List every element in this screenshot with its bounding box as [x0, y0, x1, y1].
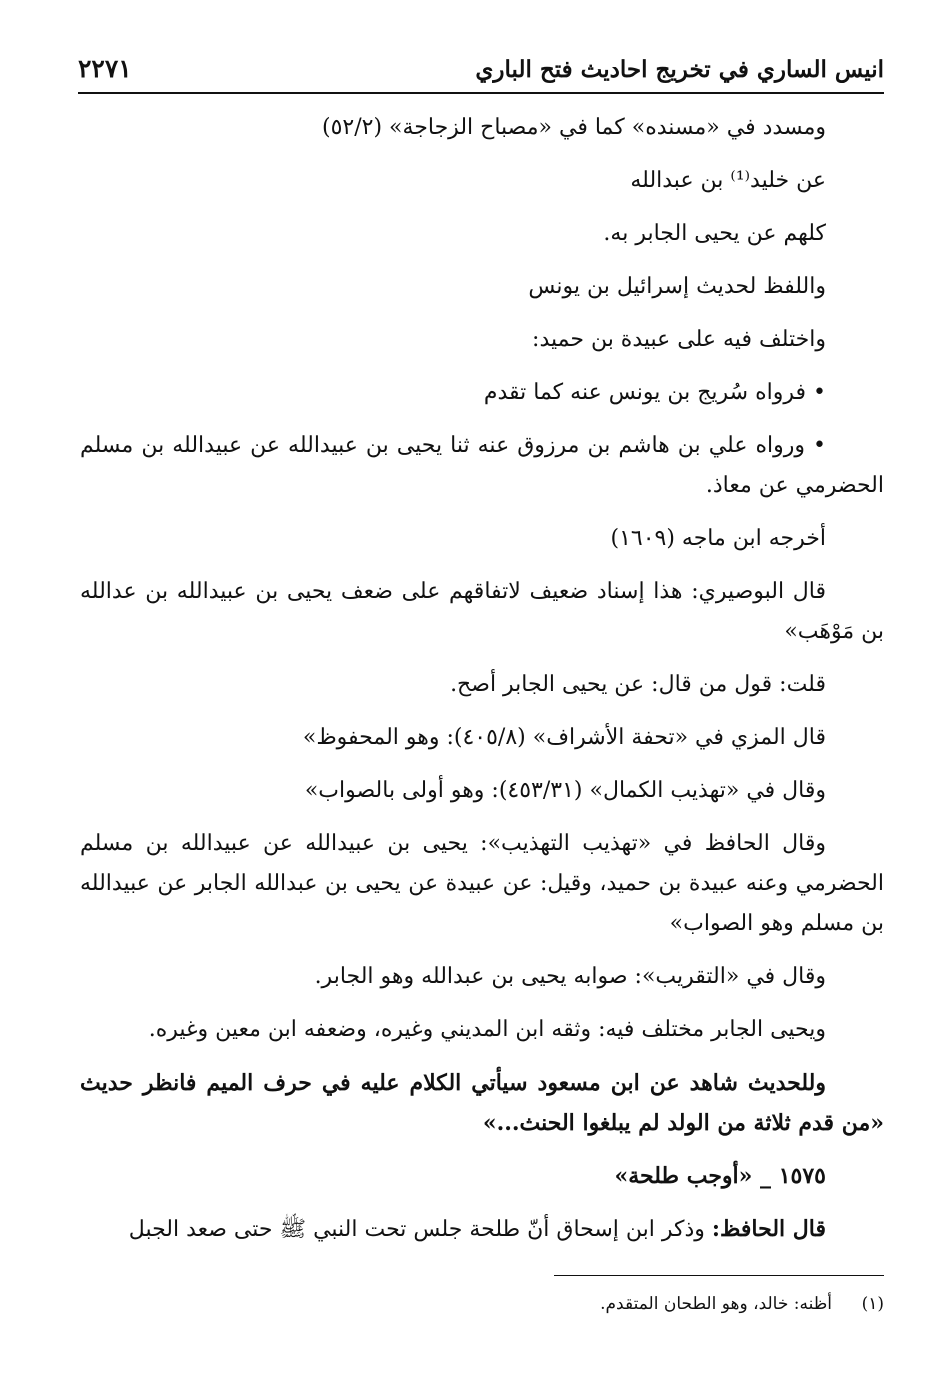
paragraph-lead: قال الحافظ: — [711, 1216, 826, 1242]
bullet-paragraph: • ورواه علي بن هاشم بن مرزوق عنه ثنا يحيى بن عبيدالله عن عبيدالله بن مسلم الحضرمي عن معاذ. — [80, 433, 884, 498]
bullet-paragraph: • فرواه سُريج بن يونس عنه كما تقدم — [483, 380, 826, 405]
paragraph: قال المزي في «تحفة الأشراف» (٤٠٥/٨): وهو المحفوظ» — [302, 725, 826, 750]
bold-paragraph: وللحديث شاهد عن ابن مسعود سيأتي الكلام عليه في حرف الميم فانظر حديث «من قدم ثلاثة من الولد لم يبلغوا الحنث...» — [80, 1070, 884, 1136]
paragraph: ويحيى الجابر مختلف فيه: وثقه ابن المديني وغيره، وضعفه ابن معين وغيره. — [148, 1017, 826, 1042]
paragraph: وقال في «التقريب»: صوابه يحيى بن عبدالله وهو الجابر. — [314, 964, 826, 989]
hadith-heading: ١٥٧٥ _ «أوجب طلحة» — [614, 1163, 826, 1189]
paragraph: واللفظ لحديث إسرائيل بن يونس — [528, 274, 826, 299]
page-body — [80, 108, 884, 1263]
footnote — [104, 1290, 884, 1318]
paragraph: عن خليد⁽¹⁾ بن عبدالله — [630, 168, 826, 193]
paragraph: كلهم عن يحيى الجابر به. — [603, 221, 826, 246]
footnote-text: أظنه: خالد، وهو الطحان المتقدم. — [600, 1294, 832, 1314]
paragraph: قلت: قول من قال: عن يحيى الجابر أصح. — [450, 672, 826, 697]
footnote-number: (١) — [861, 1294, 884, 1314]
paragraph: قال البوصيري: هذا إسناد ضعيف لاتفاقهم على ضعف يحيى بن عبيدالله بن عدالله بن مَوْهَب» — [80, 579, 884, 644]
paragraph-text: وذكر ابن إسحاق أنّ طلحة جلس تحت النبي ﷺ حتى صعد الجبل — [128, 1217, 712, 1242]
paragraph — [80, 1209, 884, 1250]
paragraph: وقال في «تهذيب الكمال» (٤٥٣/٣١): وهو أولى بالصواب» — [304, 778, 826, 803]
footnote-divider — [554, 1275, 884, 1276]
page-header — [78, 50, 884, 94]
paragraph: واختلف فيه على عبيدة بن حميد: — [532, 327, 826, 352]
paragraph: أخرجه ابن ماجه (١٦٠٩) — [610, 526, 826, 551]
running-title: انيس الساري في تخريج احاديث فتح الباري — [475, 56, 884, 83]
paragraph: وقال الحافظ في «تهذيب التهذيب»: يحيى بن عبيدالله عن عبيدالله بن مسلم الحضرمي وعنه عبيدة بن حميد، وقيل: عن عبيدة عن يحيى بن عبدالله الجابر عن عبيدالله بن مسلم وهو الصواب» — [80, 831, 884, 936]
paragraph: ومسدد في «مسنده» كما في «مصباح الزجاجة» (٥٢/٢) — [321, 115, 826, 140]
page-number: ٢٢٧١ — [78, 54, 132, 83]
